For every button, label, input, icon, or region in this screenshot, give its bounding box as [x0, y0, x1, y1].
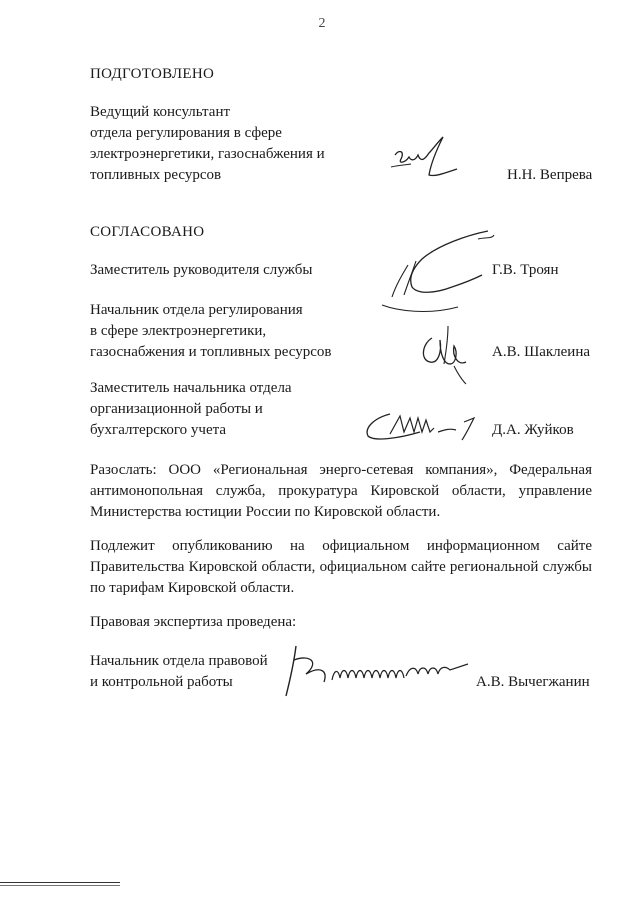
signature-vychegzhanin — [280, 640, 470, 700]
legal-position-line: Начальник отдела правовой — [90, 653, 268, 669]
agreed-position-line: в сфере электроэнергетики, — [90, 323, 267, 339]
agreed-position-line: бухгалтерского учета — [90, 422, 227, 438]
prepared-position-line: Ведущий консультант — [90, 104, 231, 120]
footer-rule — [0, 882, 120, 883]
publication-line: Правительства Кировской области, официальном сайте региональной службы — [90, 559, 592, 575]
agreed-position-line: Заместитель начальника отдела — [90, 380, 292, 396]
agreed-position-line: Начальник отдела регулирования — [90, 302, 303, 318]
agreed-signer-name-troyan: Г.В. Троян — [492, 262, 559, 278]
distribution-line: Министерства юстиции России по Кировской области. — [90, 504, 441, 520]
prepared-position-line: топливных ресурсов — [90, 167, 222, 183]
legal-signer-name: А.В. Вычегжанин — [476, 674, 590, 690]
distribution-paragraph — [90, 460, 592, 523]
agreed-position-line: организационной работы и — [90, 401, 263, 417]
agreed-position-line: газоснабжения и топливных ресурсов — [90, 344, 332, 360]
signature-zhuikov — [360, 406, 485, 446]
prepared-signer-name: Н.Н. Вепрева — [507, 167, 593, 183]
publication-line: по тарифам Кировской области. — [90, 580, 295, 596]
agreed-signer-name-shakleina: А.В. Шаклеина — [492, 344, 591, 360]
footer-rule — [0, 885, 120, 886]
agreed-signer-name-zhuikov: Д.А. Жуйков — [492, 422, 574, 438]
publication-line: Подлежит опубликованию на официальном информационном сайте — [90, 538, 592, 554]
signature-shakleina — [418, 322, 478, 386]
legal-review-statement: Правовая экспертиза проведена: — [90, 614, 297, 630]
page-number: 2 — [318, 16, 326, 31]
signature-vepreva — [385, 133, 465, 188]
prepared-heading: ПОДГОТОВЛЕНО — [90, 66, 215, 82]
prepared-position-line: отдела регулирования в сфере — [90, 125, 282, 141]
distribution-line: Разослать: ООО «Региональная энерго-сетевая компания», Федеральная — [90, 462, 592, 478]
signature-troyan — [378, 225, 498, 320]
prepared-position-line: электроэнергетики, газоснабжения и — [90, 146, 325, 162]
publication-paragraph — [90, 536, 592, 599]
distribution-line: антимонопольная служба, прокуратура Кировской области, управление — [90, 483, 592, 499]
agreed-heading: СОГЛАСОВАНО — [90, 224, 205, 240]
agreed-position-line: Заместитель руководителя службы — [90, 262, 313, 278]
legal-position-line: и контрольной работы — [90, 674, 233, 690]
